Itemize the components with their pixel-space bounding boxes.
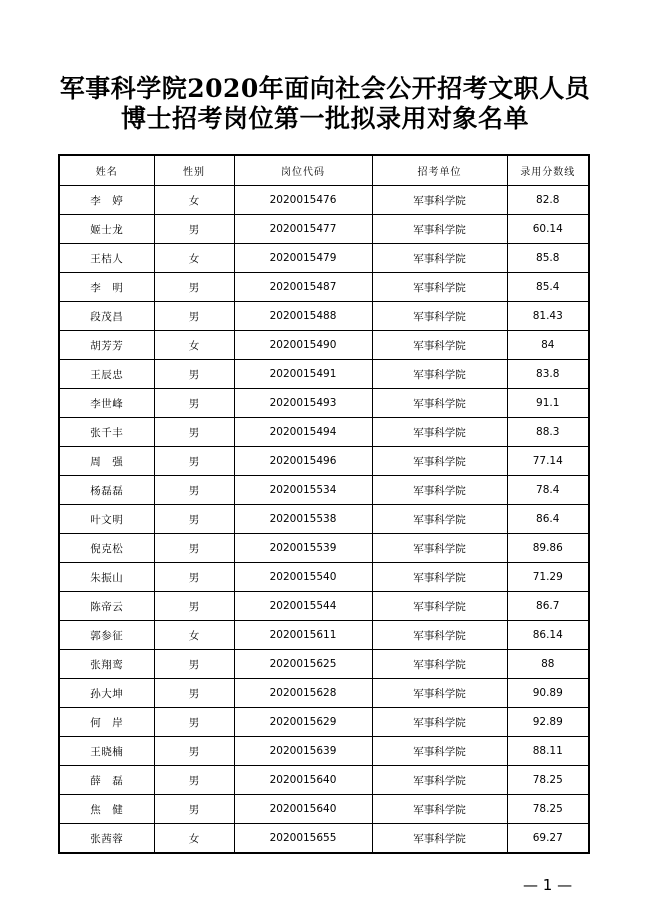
cell-gender: 男 <box>154 534 234 563</box>
cell-post-code: 2020015476 <box>234 186 372 215</box>
cell-score-line: 71.29 <box>507 563 589 592</box>
cell-score-line: 77.14 <box>507 447 589 476</box>
cell-score-line: 88 <box>507 650 589 679</box>
cell-score-line: 91.1 <box>507 389 589 418</box>
cell-score-line: 78.25 <box>507 766 589 795</box>
cell-score-line: 81.43 <box>507 302 589 331</box>
table-row <box>59 563 589 592</box>
document-title-line-1: 军事科学院2020年面向社会公开招考文职人员 <box>59 74 591 103</box>
cell-name: 杨磊磊 <box>59 476 154 505</box>
cell-gender: 男 <box>154 708 234 737</box>
cell-score-line: 78.4 <box>507 476 589 505</box>
table-row <box>59 766 589 795</box>
cell-post-code: 2020015625 <box>234 650 372 679</box>
cell-score-line: 69.27 <box>507 824 589 854</box>
cell-gender: 女 <box>154 621 234 650</box>
table-row <box>59 389 589 418</box>
cell-score-line: 83.8 <box>507 360 589 389</box>
cell-score-line: 78.25 <box>507 795 589 824</box>
cell-score-line: 89.86 <box>507 534 589 563</box>
cell-name: 薛 磊 <box>59 766 154 795</box>
cell-post-code: 2020015639 <box>234 737 372 766</box>
table-row <box>59 331 589 360</box>
cell-name: 张翔鸾 <box>59 650 154 679</box>
cell-recruiting-unit: 军事科学院 <box>372 215 507 244</box>
cell-name: 焦 健 <box>59 795 154 824</box>
cell-gender: 男 <box>154 273 234 302</box>
cell-gender: 男 <box>154 795 234 824</box>
cell-post-code: 2020015477 <box>234 215 372 244</box>
cell-gender: 男 <box>154 650 234 679</box>
cell-name: 郭参征 <box>59 621 154 650</box>
cell-gender: 男 <box>154 737 234 766</box>
cell-gender: 女 <box>154 824 234 854</box>
cell-name: 张茜蓉 <box>59 824 154 854</box>
cell-name: 王晓楠 <box>59 737 154 766</box>
cell-post-code: 2020015487 <box>234 273 372 302</box>
cell-name: 倪克松 <box>59 534 154 563</box>
cell-post-code: 2020015655 <box>234 824 372 854</box>
cell-name: 孙大坤 <box>59 679 154 708</box>
table-row <box>59 447 589 476</box>
cell-recruiting-unit: 军事科学院 <box>372 679 507 708</box>
cell-post-code: 2020015539 <box>234 534 372 563</box>
cell-score-line: 86.4 <box>507 505 589 534</box>
cell-score-line: 92.89 <box>507 708 589 737</box>
header-gender: 性别 <box>154 155 234 186</box>
cell-gender: 女 <box>154 331 234 360</box>
cell-name: 朱振山 <box>59 563 154 592</box>
cell-score-line: 88.11 <box>507 737 589 766</box>
cell-score-line: 88.3 <box>507 418 589 447</box>
cell-score-line: 60.14 <box>507 215 589 244</box>
table-row <box>59 708 589 737</box>
cell-recruiting-unit: 军事科学院 <box>372 418 507 447</box>
cell-name: 叶文明 <box>59 505 154 534</box>
cell-gender: 男 <box>154 447 234 476</box>
cell-gender: 男 <box>154 563 234 592</box>
table-row <box>59 737 589 766</box>
cell-recruiting-unit: 军事科学院 <box>372 824 507 854</box>
cell-gender: 男 <box>154 592 234 621</box>
cell-score-line: 85.4 <box>507 273 589 302</box>
cell-score-line: 85.8 <box>507 244 589 273</box>
table-row <box>59 592 589 621</box>
cell-recruiting-unit: 军事科学院 <box>372 389 507 418</box>
cell-post-code: 2020015488 <box>234 302 372 331</box>
cell-recruiting-unit: 军事科学院 <box>372 621 507 650</box>
cell-recruiting-unit: 军事科学院 <box>372 708 507 737</box>
cell-name: 李世峰 <box>59 389 154 418</box>
cell-recruiting-unit: 军事科学院 <box>372 273 507 302</box>
cell-gender: 男 <box>154 476 234 505</box>
cell-post-code: 2020015534 <box>234 476 372 505</box>
table-header-row <box>59 155 589 186</box>
header-recruiting-unit: 招考单位 <box>372 155 507 186</box>
cell-name: 周 强 <box>59 447 154 476</box>
cell-post-code: 2020015611 <box>234 621 372 650</box>
table-row <box>59 795 589 824</box>
candidate-table <box>58 154 590 854</box>
cell-post-code: 2020015496 <box>234 447 372 476</box>
cell-post-code: 2020015490 <box>234 331 372 360</box>
cell-name: 王桔人 <box>59 244 154 273</box>
cell-recruiting-unit: 军事科学院 <box>372 360 507 389</box>
header-post-code: 岗位代码 <box>234 155 372 186</box>
cell-recruiting-unit: 军事科学院 <box>372 302 507 331</box>
table-row <box>59 273 589 302</box>
cell-name: 段茂昌 <box>59 302 154 331</box>
cell-gender: 男 <box>154 389 234 418</box>
cell-name: 李 婷 <box>59 186 154 215</box>
table-row <box>59 650 589 679</box>
cell-name: 李 明 <box>59 273 154 302</box>
cell-recruiting-unit: 军事科学院 <box>372 534 507 563</box>
cell-gender: 男 <box>154 418 234 447</box>
page-number: — 1 — <box>523 876 573 894</box>
document-title-line-2: 博士招考岗位第一批拟录用对象名单 <box>120 104 529 133</box>
table-body <box>59 186 589 854</box>
table-row <box>59 360 589 389</box>
table-row <box>59 621 589 650</box>
cell-post-code: 2020015544 <box>234 592 372 621</box>
cell-recruiting-unit: 军事科学院 <box>372 737 507 766</box>
cell-name: 张千丰 <box>59 418 154 447</box>
cell-name: 王辰忠 <box>59 360 154 389</box>
cell-gender: 男 <box>154 215 234 244</box>
cell-name: 何 岸 <box>59 708 154 737</box>
cell-recruiting-unit: 军事科学院 <box>372 563 507 592</box>
table-row <box>59 476 589 505</box>
cell-post-code: 2020015628 <box>234 679 372 708</box>
cell-recruiting-unit: 军事科学院 <box>372 650 507 679</box>
cell-score-line: 86.14 <box>507 621 589 650</box>
cell-gender: 男 <box>154 360 234 389</box>
cell-post-code: 2020015629 <box>234 708 372 737</box>
cell-recruiting-unit: 军事科学院 <box>372 447 507 476</box>
cell-gender: 女 <box>154 186 234 215</box>
table-row <box>59 418 589 447</box>
cell-gender: 男 <box>154 679 234 708</box>
cell-name: 胡芳芳 <box>59 331 154 360</box>
cell-recruiting-unit: 军事科学院 <box>372 795 507 824</box>
cell-post-code: 2020015479 <box>234 244 372 273</box>
cell-name: 姬士龙 <box>59 215 154 244</box>
cell-post-code: 2020015538 <box>234 505 372 534</box>
cell-recruiting-unit: 军事科学院 <box>372 766 507 795</box>
cell-recruiting-unit: 军事科学院 <box>372 505 507 534</box>
cell-recruiting-unit: 军事科学院 <box>372 476 507 505</box>
cell-recruiting-unit: 军事科学院 <box>372 244 507 273</box>
table-row <box>59 679 589 708</box>
cell-score-line: 86.7 <box>507 592 589 621</box>
cell-post-code: 2020015494 <box>234 418 372 447</box>
cell-score-line: 84 <box>507 331 589 360</box>
table-row <box>59 215 589 244</box>
cell-post-code: 2020015493 <box>234 389 372 418</box>
cell-gender: 男 <box>154 505 234 534</box>
header-score-line: 录用分数线 <box>507 155 589 186</box>
table-row <box>59 824 589 854</box>
table-row <box>59 505 589 534</box>
cell-name: 陈帝云 <box>59 592 154 621</box>
cell-post-code: 2020015540 <box>234 563 372 592</box>
cell-score-line: 82.8 <box>507 186 589 215</box>
table-row <box>59 534 589 563</box>
table-row <box>59 186 589 215</box>
cell-gender: 男 <box>154 302 234 331</box>
cell-post-code: 2020015640 <box>234 795 372 824</box>
cell-recruiting-unit: 军事科学院 <box>372 592 507 621</box>
cell-score-line: 90.89 <box>507 679 589 708</box>
cell-recruiting-unit: 军事科学院 <box>372 186 507 215</box>
cell-post-code: 2020015491 <box>234 360 372 389</box>
header-name: 姓名 <box>59 155 154 186</box>
cell-recruiting-unit: 军事科学院 <box>372 331 507 360</box>
cell-post-code: 2020015640 <box>234 766 372 795</box>
table-row <box>59 244 589 273</box>
cell-gender: 男 <box>154 766 234 795</box>
table-row <box>59 302 589 331</box>
cell-gender: 女 <box>154 244 234 273</box>
